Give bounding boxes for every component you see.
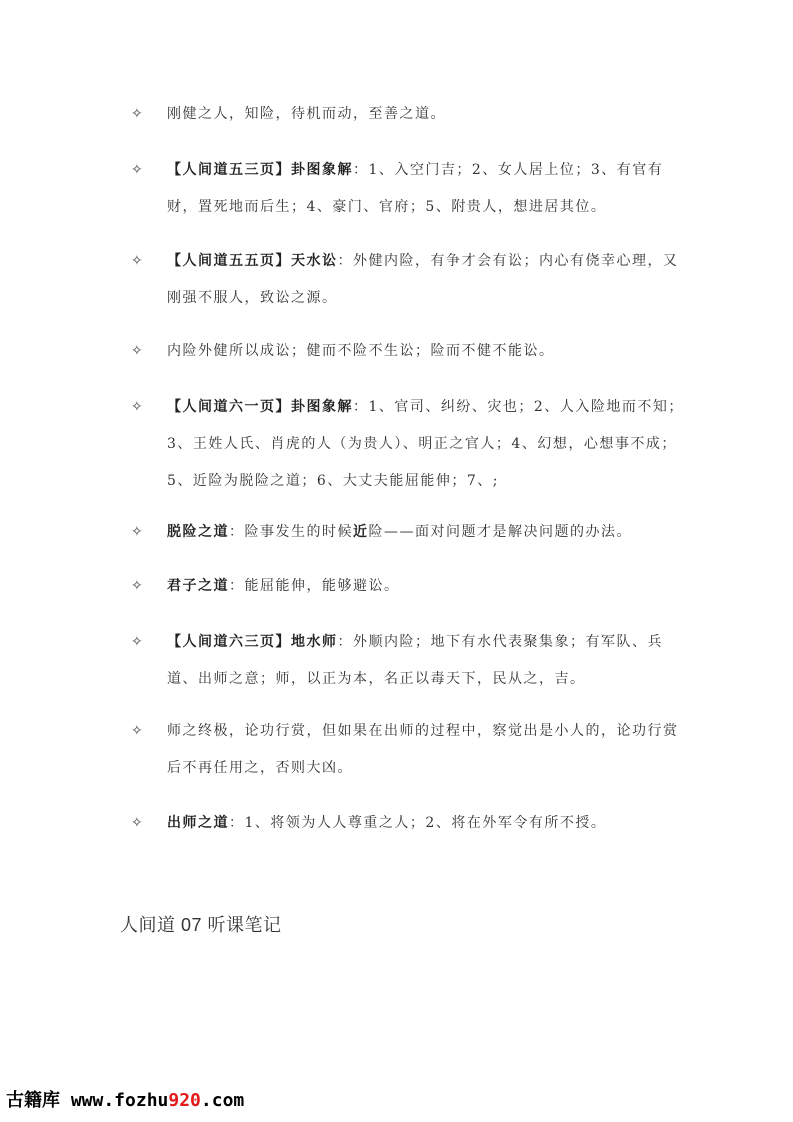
- diamond-bullet-icon: ✧: [131, 524, 145, 540]
- item-text: ：1、官司、纠纷、灾也；2、人入险地而不知；3、王姓人氏、肖虎的人（为贵人）、明正之官人；4、幻想，心想事不成；5、近险为脱险之道；6、大丈夫能屈能伸；7、;: [167, 399, 684, 489]
- item-10: [131, 805, 691, 842]
- item-7: [131, 568, 691, 605]
- item-6: [131, 514, 691, 551]
- diamond-bullet-icon: ✧: [131, 106, 145, 122]
- item-title: 【人间道五三页】卦图象解: [167, 162, 353, 178]
- diamond-bullet-icon: ✧: [131, 253, 145, 269]
- diamond-bullet-icon: ✧: [131, 578, 145, 594]
- item-5: [131, 389, 691, 500]
- item-text: ：1、将领为人人尊重之人；2、将在外军令有所不授。: [229, 815, 607, 831]
- item-text: ：1、入空门吉；2、女人居上位；3、有官有财，置死地而后生；4、豪门、官府；5、附贵人，想进居其位。: [167, 162, 664, 215]
- item-9: [131, 713, 691, 787]
- diamond-bullet-icon: ✧: [131, 815, 145, 831]
- item-title: 君子之道: [167, 578, 229, 594]
- item-8: [131, 624, 691, 698]
- diamond-bullet-icon: ✧: [131, 162, 145, 178]
- item-text: 师之终极，论功行赏，但如果在出师的过程中，察觉出是小人的，论功行赏后不再任用之，否则大凶。: [167, 723, 679, 776]
- item-title: 【人间道五五页】天水讼: [167, 253, 338, 269]
- item-1: [131, 96, 691, 133]
- item-title: 出师之道: [167, 815, 229, 831]
- item-4: [131, 333, 691, 370]
- item-text: 刚健之人，知险，待机而动，至善之道。: [167, 106, 446, 122]
- item-text: ：能屈能伸，能够避讼。: [229, 578, 400, 594]
- footer-watermark: [6, 1086, 244, 1112]
- diamond-bullet-icon: ✧: [131, 399, 145, 415]
- section-heading: 人间道 07 听课笔记: [120, 915, 282, 935]
- item-title: 【人间道六一页】卦图象解: [167, 399, 353, 415]
- item-text: ：外健内险，有争才会有讼；内心有侥幸心理，又刚强不服人，致讼之源。: [167, 253, 679, 306]
- item-title: 【人间道六三页】地水师: [167, 634, 338, 650]
- diamond-bullet-icon: ✧: [131, 723, 145, 739]
- footer-url-pre: www.fozhu: [60, 1090, 169, 1111]
- item-2: [131, 152, 691, 226]
- footer-site-name: 古籍库: [6, 1090, 60, 1111]
- item-text-pre: ：险事发生的时候: [229, 524, 353, 540]
- item-text: 险——面对问题才是解决问题的办法。: [368, 524, 632, 540]
- item-text: ：外顺内险；地下有水代表聚集象；有军队、兵道、出师之意；师，以正为本，名正以毒天下，民从之，吉。: [167, 634, 663, 687]
- footer-url-number: 920: [168, 1090, 201, 1111]
- item-title: 脱险之道: [167, 524, 229, 540]
- diamond-bullet-icon: ✧: [131, 343, 145, 359]
- item-3: [131, 243, 691, 317]
- diamond-bullet-icon: ✧: [131, 634, 145, 650]
- item-text-bold: 近: [353, 524, 369, 540]
- item-text: 内险外健所以成讼；健而不险不生讼；险而不健不能讼。: [167, 343, 555, 359]
- footer-url-post: .com: [200, 1090, 245, 1111]
